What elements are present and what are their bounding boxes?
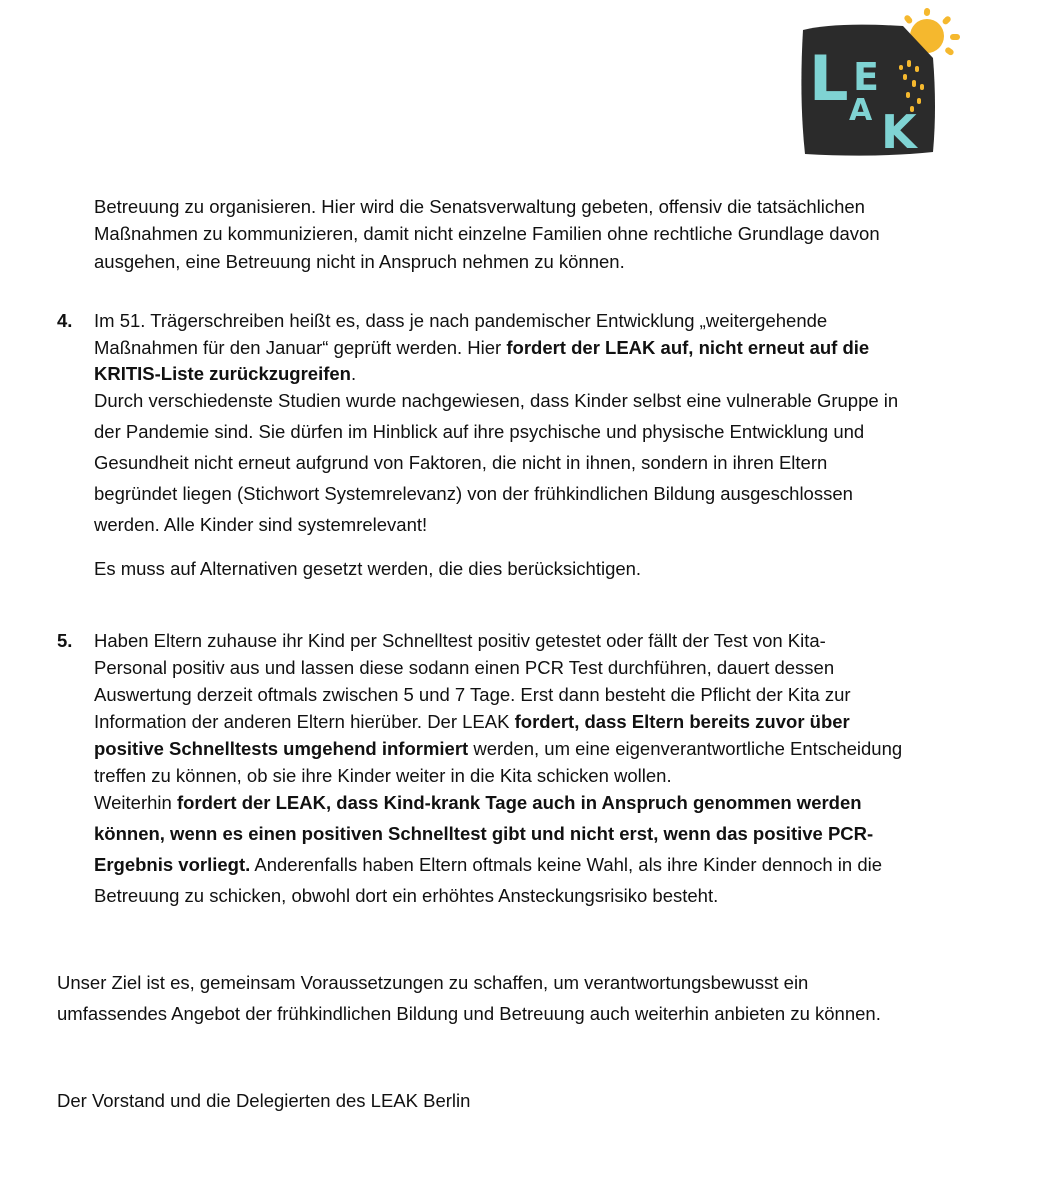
text-line: ausgehen, eine Betreuung nicht in Anspruch nehmen zu können. (94, 251, 625, 272)
text-line: Betreuung zu organisieren. Hier wird die Senatsverwaltung gebeten, offensiv die tatsächlichen (94, 196, 865, 217)
text-line: Betreuung zu schicken, obwohl dort ein erhöhtes Ansteckungsrisiko besteht. (94, 885, 719, 906)
text-line: begründet liegen (Stichwort Systemrelevanz) von der frühkindlichen Bildung ausgeschlossen (94, 483, 853, 504)
bold-demand: Ergebnis vorliegt. (94, 854, 251, 875)
bold-demand: KRITIS-Liste zurückzugreifen (94, 363, 351, 384)
text-line: treffen zu können, ob sie ihre Kinder weiter in die Kita schicken wollen. (94, 765, 672, 786)
text-line: Durch verschiedenste Studien wurde nachgewiesen, dass Kinder selbst eine vulnerable Gruppe in (94, 390, 899, 411)
text-line (94, 854, 882, 876)
conclusion-line: umfassendes Angebot der frühkindlichen Bildung und Betreuung auch weiterhin anbieten zu können. (57, 1003, 881, 1024)
text-line: Auswertung derzeit oftmals zwischen 5 und 7 Tage. Erst dann besteht die Pflicht der Kita zur (94, 684, 851, 705)
logo-letter-e: E (853, 55, 879, 99)
item-number-5: 5. (57, 630, 73, 651)
text-line: Personal positiv aus und lassen diese sodann einen PCR Test durchführen, dauert dessen (94, 657, 835, 678)
logo-letter-l: L (809, 42, 849, 115)
text-segment: Maßnahmen für den Januar“ geprüft werden. Hier (94, 337, 507, 358)
bold-demand: positive Schnelltests umgehend informiert (94, 738, 469, 759)
text-line (94, 337, 869, 359)
item-number-4: 4. (57, 310, 73, 331)
text-line: werden. Alle Kinder sind systemrelevant! (94, 514, 428, 535)
text-segment: werden, um eine eigenverantwortliche Entscheidung (468, 738, 903, 759)
logo-letter-k: K (881, 105, 917, 159)
text-line: Haben Eltern zuhause ihr Kind per Schnelltest positiv getestet oder fällt der Test von Kita- (94, 630, 826, 651)
bold-demand: fordert, dass Eltern bereits zuvor über (514, 711, 850, 732)
bold-demand: können, wenn es einen positiven Schnelltest gibt und nicht erst, wenn das positive PCR- (94, 823, 874, 844)
text-line: Es muss auf Alternativen gesetzt werden, die dies berücksichtigen. (94, 558, 642, 579)
signature: Der Vorstand und die Delegierten des LEAK Berlin (57, 1090, 471, 1111)
text-segment: . (350, 363, 357, 384)
text-line: der Pandemie sind. Sie dürfen im Hinblick auf ihre psychische und physische Entwicklung und (94, 421, 865, 442)
text-line (94, 823, 873, 845)
text-line: Im 51. Trägerschreiben heißt es, dass je nach pandemischer Entwicklung „weitergehende (94, 310, 828, 331)
logo-letter-a: A (849, 93, 873, 128)
text-line: Maßnahmen zu kommunizieren, damit nicht einzelne Familien ohne rechtliche Grundlage davon (94, 223, 880, 244)
text-line (94, 363, 356, 385)
conclusion-line: Unser Ziel ist es, gemeinsam Voraussetzungen zu schaffen, um verantwortungsbewusst ein (57, 972, 809, 993)
text-line (94, 711, 850, 733)
bold-demand: fordert der LEAK auf, nicht erneut auf die (506, 337, 870, 358)
bold-demand: fordert der LEAK, dass Kind-krank Tage auch in Anspruch genommen werden (176, 792, 862, 813)
text-segment: Anderenfalls haben Eltern oftmals keine Wahl, als ihre Kinder dennoch in die (250, 854, 883, 875)
text-segment: Weiterhin (94, 792, 177, 813)
leak-logo (795, 8, 965, 160)
text-line (94, 738, 902, 760)
text-segment: Information der anderen Eltern hierüber. Der LEAK (94, 711, 515, 732)
text-line (94, 792, 862, 814)
text-line: Gesundheit nicht erneut aufgrund von Faktoren, die nicht in ihnen, sondern in ihren Eltern (94, 452, 828, 473)
